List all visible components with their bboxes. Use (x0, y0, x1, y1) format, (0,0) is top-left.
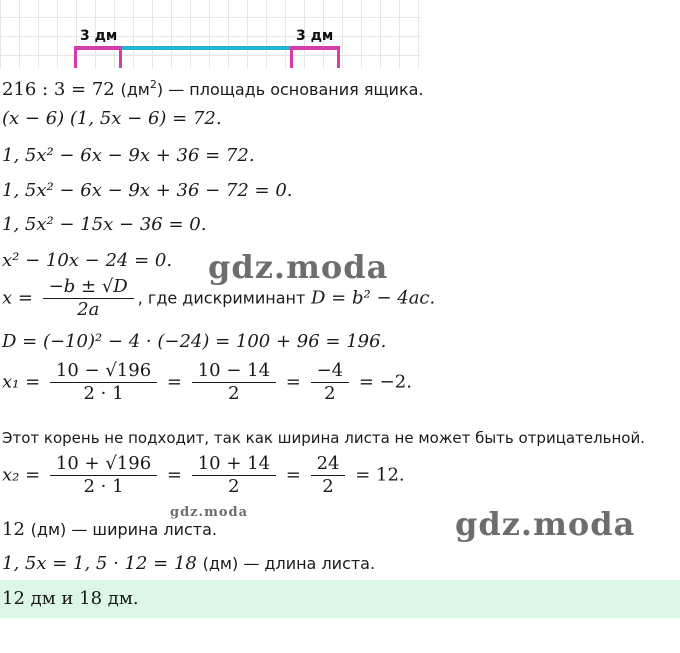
area-equation: 216 : 3 = 72 (2, 79, 115, 100)
answer-box (0, 580, 680, 618)
root-formula-denominator: 2a (77, 299, 100, 320)
line-root-1: x₁ = $\frac{10 - √196}{2 \cdot 1}$ = $\frac{10 - 14}{2}$ = $\frac{-4}{2}$ = −2. (2, 360, 412, 404)
area-unit: (дм (120, 80, 150, 99)
width-text: (дм) — ширина листа. (30, 520, 218, 539)
line-equation-2: 1, 5x² − 6x − 9x + 36 = 72. (2, 145, 255, 166)
root1-fraction-1 (50, 360, 157, 405)
root1-f3-den: 2 (324, 383, 336, 404)
root2-f2-num: 10 + 14 (192, 453, 276, 476)
root1-f3-num: −4 (311, 360, 350, 383)
line-area (2, 74, 424, 101)
root2-fraction-3 (311, 453, 346, 498)
length-text: (дм) — длина листа. (202, 554, 376, 573)
area-description: ) — площадь основания ящика. (156, 80, 424, 99)
line-equation-3: 1, 5x² − 6x − 9x + 36 − 72 = 0. (2, 180, 293, 201)
middle-segment (122, 46, 290, 50)
width-value: 12 (2, 519, 25, 540)
root1-lhs: x₁ = (2, 371, 41, 393)
line-equation-5: x² − 10x − 24 = 0. (2, 250, 173, 271)
root2-result: = 12. (355, 464, 405, 486)
root1-fraction-3 (311, 360, 350, 405)
root1-fraction-2 (192, 360, 276, 405)
discriminant-formula: D = b² − 4ac. (311, 287, 436, 309)
right-length-label: 3 дм (296, 28, 334, 44)
root1-f1-num: 10 − √196 (50, 360, 157, 383)
left-length-label: 3 дм (80, 28, 118, 44)
root-formula-lhs: x = (2, 287, 33, 309)
line-length (2, 553, 375, 575)
root1-f1-den: 2 · 1 (83, 383, 124, 404)
root-formula-fraction (43, 276, 134, 321)
right-bracket-tick-left (290, 46, 293, 68)
watermark-small: gdz.moda (170, 505, 249, 520)
line-root-2: x₂ = $\frac{10 + √196}{2 \cdot 1}$ = $\frac{10 + 14}{2}$ = $\frac{24}{2}$ = 12. (2, 453, 405, 497)
root1-result: = −2. (358, 371, 412, 393)
root2-f3-num: 24 (311, 453, 346, 476)
line-discriminant: D = (−10)² − 4 · (−24) = 100 + 96 = 196. (2, 331, 387, 352)
root2-f3-den: 2 (322, 476, 334, 497)
length-equation: 1, 5x = 1, 5 · 12 = 18 (2, 553, 197, 574)
answer-text: 12 дм и 18 дм. (2, 588, 139, 609)
root2-f1-num: 10 + √196 (50, 453, 157, 476)
line-rejected-root-note: Этот корень не подходит, так как ширина листа не может быть отрицательной. (2, 429, 646, 447)
line-width (2, 519, 217, 541)
root2-f2-den: 2 (228, 476, 240, 497)
grid-background (0, 0, 420, 68)
line-equation-4: 1, 5x² − 15x − 36 = 0. (2, 214, 207, 235)
right-bracket-tick-right (337, 46, 340, 68)
left-bracket-tick-left (74, 46, 77, 68)
line-equation-1: (x − 6) (1, 5x − 6) = 72. (2, 108, 222, 129)
watermark-logo-large: gdz.moda (455, 505, 636, 543)
right-bracket-top (290, 46, 340, 50)
root2-fraction-1 (50, 453, 157, 498)
root2-lhs: x₂ = (2, 464, 41, 486)
watermark-logo: gdz.moda (208, 248, 389, 286)
left-bracket-top (74, 46, 122, 50)
root-formula-numerator: −b ± √D (43, 276, 134, 299)
area-unit-exp: 2 (149, 78, 157, 91)
root1-f2-num: 10 − 14 (192, 360, 276, 383)
discriminant-text: , где дискриминант (137, 288, 306, 308)
root2-f1-den: 2 · 1 (83, 476, 124, 497)
root2-fraction-2 (192, 453, 276, 498)
root1-f2-den: 2 (228, 383, 240, 404)
